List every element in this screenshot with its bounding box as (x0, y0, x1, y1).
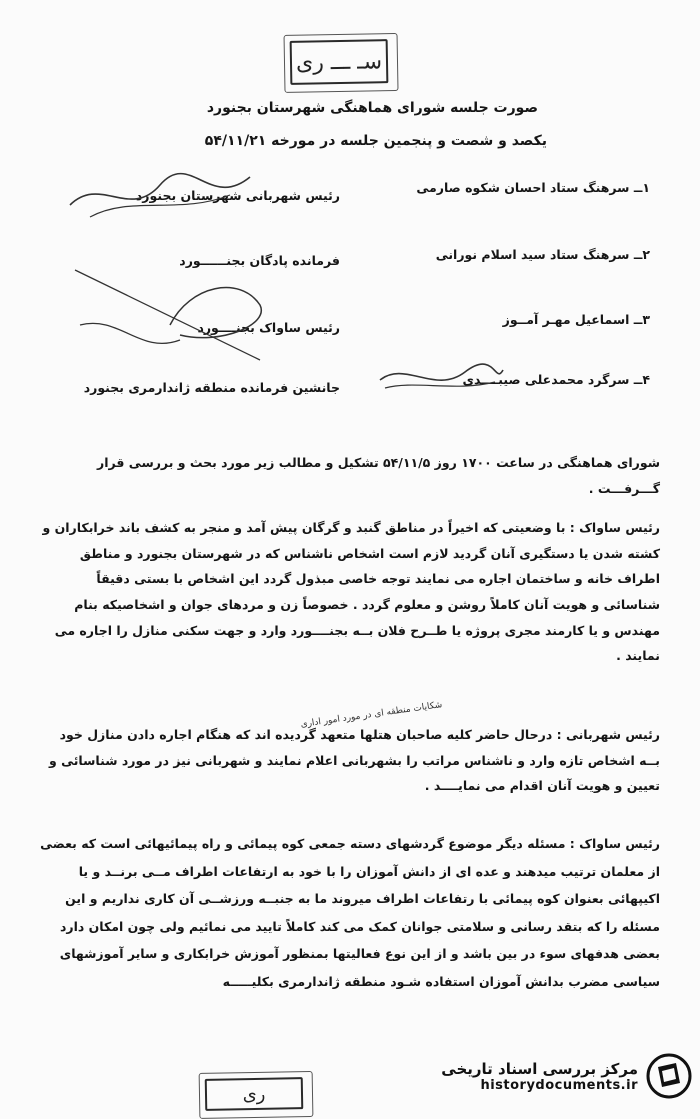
confidential-stamp-bottom: ری (205, 1077, 304, 1111)
attendee-2-name: ۲ــ سرهنگ ستاد سید اسلام نورانی (435, 247, 650, 262)
archive-logo-text (441, 1060, 638, 1093)
attendee-3-name: ۳ــ اسماعیل مهـر آمــوز (502, 312, 650, 327)
paragraph-savak-statement: رئیس ساواک : با وضعیتی که اخیراً در مناطق گنبد و گرگان پیش آمد و منجر به کشف باند خرابکاران و کشته شدن یا دستگیری آنان گردید لازم است اشخاص ناشناس که در شهرستان بجنورد و مناطق اطراف خانه و ساختمان اجاره می نمایند توجه خاصی مبذول گردد این اشخاص با بستی دقیقاً شناسائی و هویت آنان کاملاً روشن و معلوم گردد . خصوصاً زن و مردهای جوان و اشخاصیکه بنام مهندس و یا کارمند مجری پروژه یا طــرح فلان بــه بجنــــورد وارد و جهت سکنی منازل را اجاره می نمایند . (42, 520, 660, 664)
paragraph-savak-second-statement: رئیس ساواک : مسئله دیگر موضوع گردشهای دسته جمعی کوه پیمائی و راه پیمائیهائی است که بعضی از معلمان ترتیب میدهند و عده ای از دانش آموزان را با خود به ارتفاعات اطراف مــی برنــد و یا اکیپهائی بعنوان کوه پیمائی با رتفاعات اطراف میروند ما به جنبــه ورزشــی آن کاری نداریم و این مسئله را که بتقد رسانی و سلامتی جوانان کمک می کند کاملاً تایید می نمائیم ولی چون امکان دارد بعضی هدفهای سوء در بین باشد و از این نوع فعالیتها بمنظور آموزش خرابکاری و سایر آموزشهای سیاسی مضرب بدانش آموزان استفاده شـود منطقه ژاندارمری بکلیـــــه (40, 836, 660, 989)
attendee-3-role: رئیس ساواک بجنــــورد (197, 320, 340, 335)
paragraph-meeting-opening: شورای هماهنگی در ساعت ۱۷۰۰ روز ۵۴/۱۱/۵ تشکیل و مطالب زیر مورد بحث و بررسی قرار گـــرفـــت . (97, 455, 660, 496)
archive-emblem-icon (646, 1053, 692, 1099)
attendee-1-role: رئیس شهربانی شهرستان بجنورد (135, 188, 340, 203)
archive-name-en: historydocuments.ir (480, 1077, 638, 1093)
archive-logo (412, 1045, 692, 1107)
paragraph-police-statement: رئیس شهربانی : درحال حاضر کلیه صاحبان هتلها متعهد گردیده اند که هنگام اجاره دادن منازل خود بــه اشخاص تازه وارد و ناشناس مراتب را بشهربانی اعلام نمایند و شهربانی نیز در مورد شناسائی و تعیین و هویت آنان اقدام می نمایــــد . (48, 727, 660, 794)
attendee-2-role: فرمانده پادگان بجنــــــورد (179, 253, 340, 268)
attendee-4-name: ۴ــ سرگرد محمدعلی صیبــــدی (462, 372, 650, 387)
handwritten-note: شکایات منطقه ای در مورد امور اداری (299, 700, 443, 730)
archive-name-fa: مرکز بررسی اسناد تاریخی (441, 1059, 638, 1078)
confidential-stamp-top: سـ ـــ ری (290, 39, 389, 85)
attendee-4-role: جانشین فرمانده منطقه ژاندارمری بجنورد (83, 380, 340, 395)
attendee-1-name: ۱ــ سرهنگ ستاد احسان شکوه صارمی (416, 180, 650, 195)
document-subtitle: یکصد و شصت و پنجمین جلسه در مورخه ۵۴/۱۱/۲۱ (204, 133, 547, 149)
document-title: صورت جلسه شورای هماهنگی شهرستان بجنورد (206, 100, 538, 116)
